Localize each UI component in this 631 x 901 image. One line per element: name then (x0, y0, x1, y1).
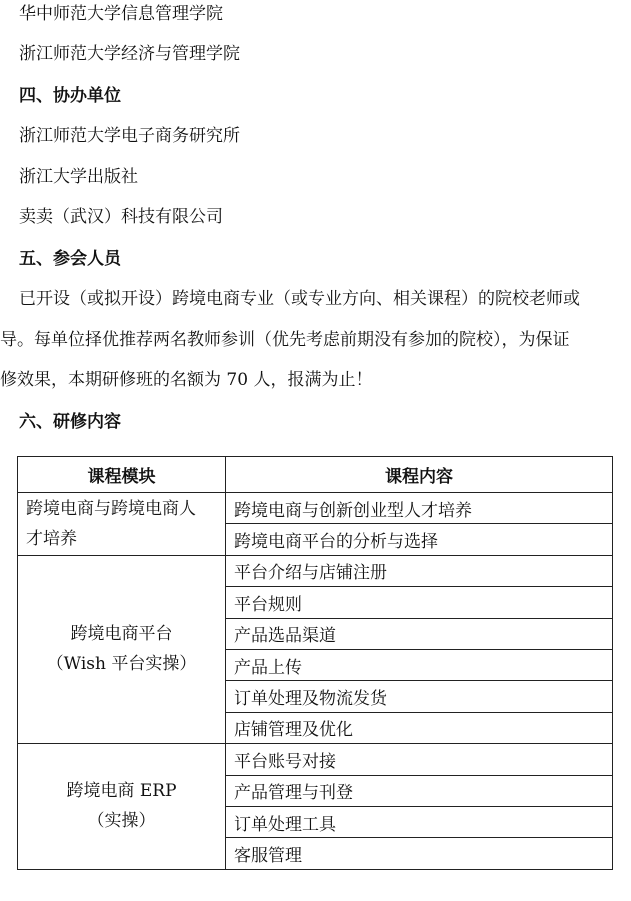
header-module: 课程模块 (18, 457, 226, 493)
organizer-line-1: 华中师范大学信息管理学院 (19, 4, 223, 24)
module-line: 跨境电商与跨境电商人 (26, 498, 196, 519)
participants-line-3: 修效果，本期研修班的名额为 70 人，报满为止！ (0, 370, 373, 390)
module-cell (18, 744, 226, 870)
header-content: 课程内容 (226, 457, 613, 493)
module-line: （Wish 平台实操） (46, 654, 197, 675)
module-line: 跨境电商 ERP (66, 781, 177, 802)
table-row (18, 555, 613, 586)
table-row (18, 744, 613, 775)
content-cell: 订单处理工具 (226, 806, 613, 837)
co-organizer-2: 浙江大学出版社 (19, 167, 138, 187)
table-row (18, 493, 613, 524)
content-cell: 跨境电商平台的分析与选择 (226, 524, 613, 555)
content-cell: 订单处理及物流发货 (226, 681, 613, 712)
course-table (17, 456, 613, 870)
co-organizer-3: 卖卖（武汉）科技有限公司 (19, 207, 223, 227)
module-line: （实操） (87, 811, 156, 832)
section-heading-participants: 五、参会人员 (19, 249, 121, 269)
content-cell: 产品上传 (226, 649, 613, 680)
co-organizer-1: 浙江师范大学电子商务研究所 (19, 126, 240, 146)
section-heading-content: 六、研修内容 (19, 412, 121, 432)
section-heading-co-organizers: 四、协办单位 (19, 86, 121, 106)
content-cell: 产品选品渠道 (226, 618, 613, 649)
module-line: 跨境电商平台 (70, 624, 173, 645)
content-cell: 平台规则 (226, 587, 613, 618)
content-cell: 平台账号对接 (226, 744, 613, 775)
organizer-line-2: 浙江师范大学经济与管理学院 (19, 44, 240, 64)
participants-line-2: 导。每单位择优推荐两名教师参训（优先考虑前期没有参加的院校），为保证 (0, 330, 570, 350)
content-cell: 客服管理 (226, 838, 613, 869)
content-cell: 跨境电商与创新创业型人才培养 (226, 493, 613, 524)
participants-line-1: 已开设（或拟开设）跨境电商专业（或专业方向、相关课程）的院校老师或 (19, 289, 580, 309)
table-header-row (18, 457, 613, 493)
module-line: 才培养 (26, 528, 77, 549)
module-cell (18, 555, 226, 743)
content-cell: 店铺管理及优化 (226, 712, 613, 743)
module-cell (18, 493, 226, 556)
content-cell: 产品管理与刊登 (226, 775, 613, 806)
content-cell: 平台介绍与店铺注册 (226, 555, 613, 586)
